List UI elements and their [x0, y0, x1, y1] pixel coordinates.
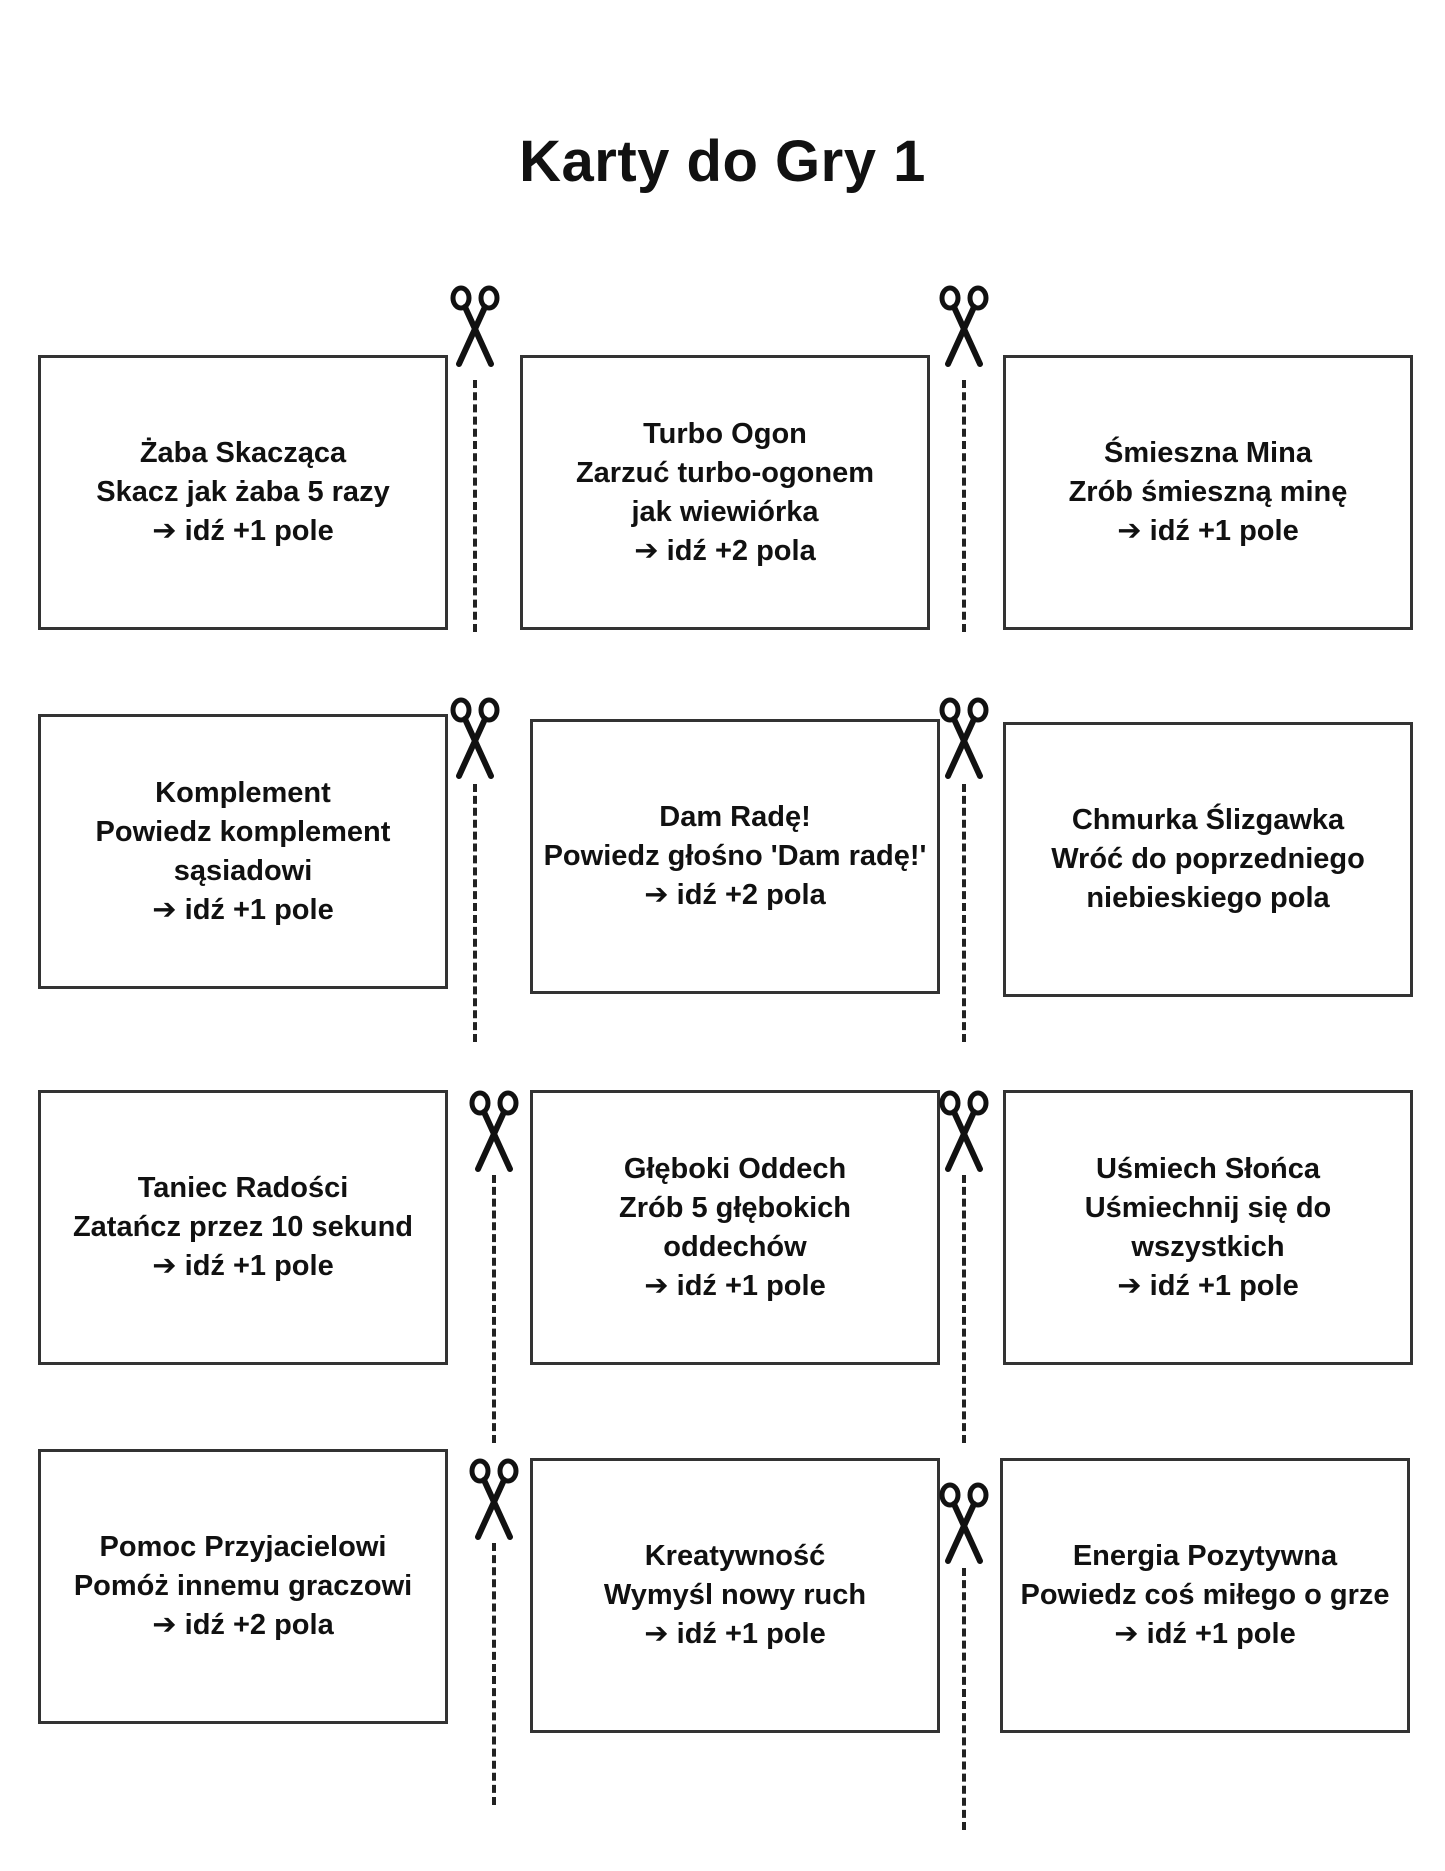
card-move: ➔ idź +2 pola — [634, 534, 816, 567]
game-card — [38, 1449, 448, 1724]
scissors-icon — [468, 1090, 520, 1172]
game-card — [38, 355, 448, 630]
card-move: ➔ idź +1 pole — [1114, 1618, 1296, 1650]
card-action: Powiedz komplement — [95, 815, 391, 848]
card-name: Dam Radę! — [659, 801, 811, 833]
cut-line — [492, 1175, 496, 1443]
game-card — [530, 1090, 940, 1365]
card-move: ➔ idź +2 pola — [152, 1609, 334, 1641]
scissors-icon — [938, 285, 990, 367]
scissors-icon — [938, 1482, 990, 1564]
card-action: Wymyśl nowy ruch — [603, 1579, 867, 1611]
card-name: Turbo Ogon — [643, 417, 807, 450]
card-name: Śmieszna Mina — [1104, 437, 1312, 469]
card-action: Pomóż innemu graczowi — [73, 1570, 413, 1602]
card-move: ➔ idź +1 pole — [152, 1250, 334, 1282]
game-card — [38, 714, 448, 989]
card-action: Skacz jak żaba 5 razy — [96, 476, 390, 508]
card-move: ➔ idź +1 pole — [644, 1269, 826, 1302]
card-move: ➔ idź +1 pole — [1117, 1269, 1299, 1302]
card-extra: sąsiadowi — [173, 854, 313, 887]
cut-line — [962, 380, 966, 632]
card-name: Uśmiech Słońca — [1095, 1152, 1321, 1185]
game-card — [1000, 1458, 1410, 1733]
card-name: Żaba Skacząca — [139, 437, 347, 469]
card-extra: niebieskiego pola — [1086, 882, 1330, 914]
scissors-icon — [449, 697, 501, 779]
cut-line — [473, 380, 477, 632]
cut-line — [962, 784, 966, 1042]
card-name: Komplement — [155, 776, 331, 809]
game-card — [1003, 355, 1413, 630]
card-move: ➔ idź +1 pole — [1117, 515, 1299, 547]
card-move: ➔ idź +1 pole — [152, 893, 334, 926]
card-name: Pomoc Przyjacielowi — [99, 1531, 387, 1563]
game-card — [530, 719, 940, 994]
game-card — [1003, 722, 1413, 997]
card-name: Kreatywność — [644, 1540, 826, 1572]
scissors-icon — [468, 1458, 520, 1540]
card-action: Zatańcz przez 10 sekund — [72, 1211, 414, 1243]
card-extra: wszystkich — [1131, 1230, 1285, 1263]
cut-line — [962, 1175, 966, 1443]
page-title: Karty do Gry 1 — [519, 129, 926, 194]
card-action: Powiedz głośno 'Dam radę!' — [543, 840, 927, 872]
card-action: Zrób śmieszną minę — [1068, 476, 1348, 508]
card-name: Energia Pozytywna — [1072, 1540, 1338, 1572]
card-name: Taniec Radości — [137, 1172, 349, 1204]
game-card — [530, 1458, 940, 1733]
card-action: Wróć do poprzedniego — [1051, 843, 1365, 875]
scissors-icon — [938, 697, 990, 779]
scissors-icon — [938, 1090, 990, 1172]
card-move: ➔ idź +2 pola — [644, 879, 826, 911]
card-action: Zarzuć turbo-ogonem — [575, 456, 875, 489]
card-action: Uśmiechnij się do — [1084, 1191, 1332, 1224]
card-move: ➔ idź +1 pole — [644, 1618, 826, 1650]
card-name: Chmurka Ślizgawka — [1071, 804, 1345, 836]
card-action: Zrób 5 głębokich — [618, 1191, 852, 1224]
scissors-icon — [449, 285, 501, 367]
cut-line — [492, 1543, 496, 1805]
card-extra: oddechów — [663, 1230, 807, 1263]
card-action: Powiedz coś miłego o grze — [1020, 1579, 1390, 1611]
card-extra: jak wiewiórka — [631, 495, 819, 528]
card-name: Głęboki Oddech — [623, 1152, 847, 1185]
game-card — [38, 1090, 448, 1365]
cut-line — [962, 1568, 966, 1830]
game-card — [520, 355, 930, 630]
card-move: ➔ idź +1 pole — [152, 515, 334, 547]
game-card — [1003, 1090, 1413, 1365]
cut-line — [473, 784, 477, 1042]
